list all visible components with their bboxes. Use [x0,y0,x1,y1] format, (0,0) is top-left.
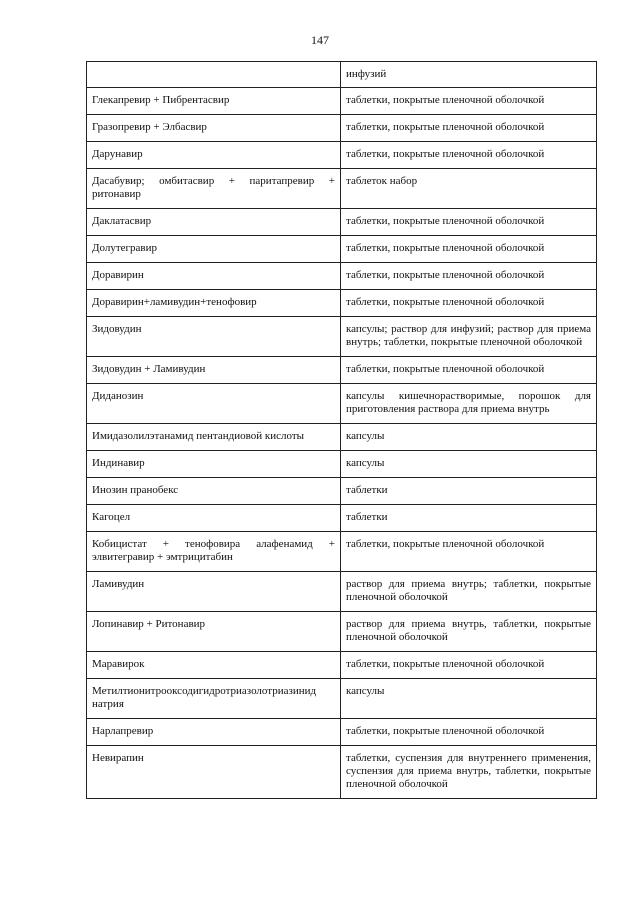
drug-name-cell: Нарлапревир [87,719,341,746]
dosage-form-cell: раствор для приема внутрь; таблетки, покрытые пленочной оболочкой [341,572,597,612]
drug-name-cell: Долутегравир [87,236,341,263]
table-row [87,746,597,799]
drug-name-cell [87,62,341,88]
dosage-form-cell: таблетки, покрытые пленочной оболочкой [341,236,597,263]
table-row [87,451,597,478]
dosage-form-cell: инфузий [341,62,597,88]
table-row [87,290,597,317]
table-row [87,612,597,652]
drug-name-cell: Индинавир [87,451,341,478]
drug-name-cell: Зидовудин [87,317,341,357]
dosage-form-cell: таблетки, покрытые пленочной оболочкой [341,290,597,317]
drug-name-cell: Невирапин [87,746,341,799]
dosage-form-cell: таблетки [341,505,597,532]
table-row [87,357,597,384]
drug-name-cell: Доравирин+ламивудин+тенофовир [87,290,341,317]
dosage-form-cell: таблетки, покрытые пленочной оболочкой [341,357,597,384]
dosage-form-cell: таблетки [341,478,597,505]
dosage-form-cell: таблеток набор [341,169,597,209]
table-row [87,115,597,142]
drug-name-cell: Дарунавир [87,142,341,169]
table-row [87,572,597,612]
dosage-form-cell: капсулы [341,451,597,478]
dosage-form-cell: капсулы; раствор для инфузий; раствор для приема внутрь; таблетки, покрытые пленочной оболочкой [341,317,597,357]
drug-name-cell: Метилтионитрооксодигидротриазолотриазинид натрия [87,679,341,719]
table-row [87,142,597,169]
table-row [87,317,597,357]
drug-name-cell: Дасабувир; омбитасвир + паритапревир + ритонавир [87,169,341,209]
drug-name-cell: Глекапревир + Пибрентасвир [87,88,341,115]
table-row [87,679,597,719]
table-row [87,532,597,572]
drug-name-cell: Лопинавир + Ритонавир [87,612,341,652]
dosage-form-cell: таблетки, покрытые пленочной оболочкой [341,209,597,236]
dosage-form-cell: таблетки, суспензия для внутреннего применения, суспензия для приема внутрь, таблетки, покрытые пленочной оболочкой [341,746,597,799]
drug-name-cell: Имидазолилэтанамид пентандиовой кислоты [87,424,341,451]
drug-name-cell: Кагоцел [87,505,341,532]
drug-name-cell: Ламивудин [87,572,341,612]
table-row [87,652,597,679]
table-row [87,169,597,209]
dosage-form-cell: таблетки, покрытые пленочной оболочкой [341,532,597,572]
table-row [87,236,597,263]
dosage-form-cell: капсулы [341,424,597,451]
dosage-form-cell: таблетки, покрытые пленочной оболочкой [341,142,597,169]
drug-name-cell: Зидовудин + Ламивудин [87,357,341,384]
dosage-form-cell: капсулы [341,679,597,719]
dosage-form-cell: таблетки, покрытые пленочной оболочкой [341,88,597,115]
dosage-form-cell: таблетки, покрытые пленочной оболочкой [341,652,597,679]
table-row [87,478,597,505]
table-row [87,384,597,424]
drug-name-cell: Диданозин [87,384,341,424]
dosage-form-cell: таблетки, покрытые пленочной оболочкой [341,719,597,746]
page-number: 147 [311,33,329,47]
drug-name-cell: Даклатасвир [87,209,341,236]
dosage-form-cell: таблетки, покрытые пленочной оболочкой [341,263,597,290]
drug-name-cell: Маравирок [87,652,341,679]
drug-table-body [87,62,597,799]
table-row [87,62,597,88]
drug-name-cell: Гразопревир + Элбасвир [87,115,341,142]
table-row [87,209,597,236]
drug-name-cell: Доравирин [87,263,341,290]
table-row [87,505,597,532]
table-row [87,424,597,451]
table-row [87,88,597,115]
dosage-form-cell: раствор для приема внутрь, таблетки, покрытые пленочной оболочкой [341,612,597,652]
drug-name-cell: Кобицистат + тенофовира алафенамид + элвитегравир + эмтрицитабин [87,532,341,572]
table-row [87,263,597,290]
dosage-form-cell: таблетки, покрытые пленочной оболочкой [341,115,597,142]
dosage-form-cell: капсулы кишечнорастворимые, порошок для приготовления раствора для приема внутрь [341,384,597,424]
drug-name-cell: Инозин пранобекс [87,478,341,505]
table-row [87,719,597,746]
drug-table [86,61,597,799]
